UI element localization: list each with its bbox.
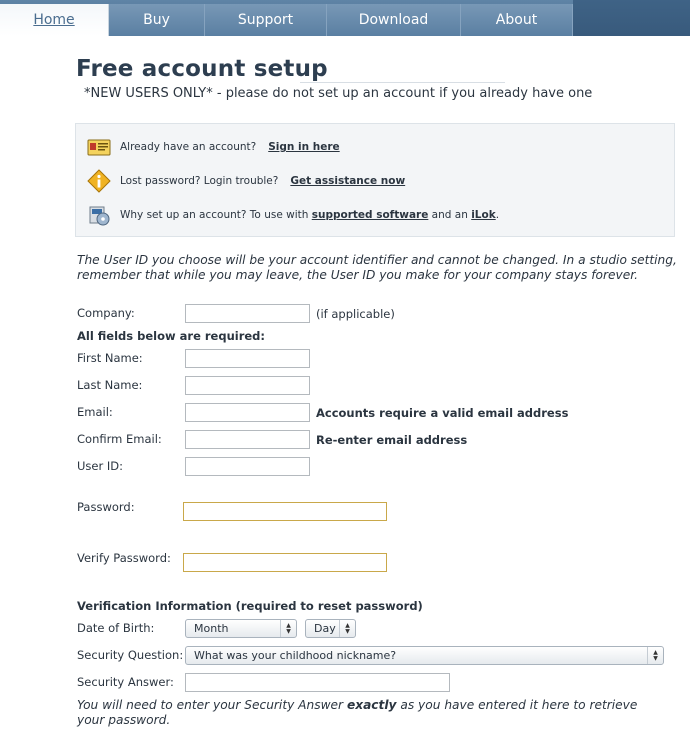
first-name-label: First Name: xyxy=(77,351,143,365)
sign-in-link[interactable]: Sign in here xyxy=(268,141,340,153)
note-text-end: as you have entered it here to retrieve your password. xyxy=(77,698,638,727)
why-text-mid: and an xyxy=(428,209,472,221)
company-input[interactable] xyxy=(185,304,310,323)
why-text-end: . xyxy=(495,209,500,221)
dob-month-value: Month xyxy=(194,622,229,635)
verify-password-input[interactable] xyxy=(183,553,387,572)
signin-row xyxy=(87,134,340,160)
tab-about[interactable]: About xyxy=(461,4,573,36)
tab-buy[interactable]: Buy xyxy=(109,4,205,36)
verification-heading: Verification Information (required to reset password) xyxy=(77,599,423,613)
account-info-box xyxy=(75,123,675,237)
get-assistance-link[interactable]: Get assistance now xyxy=(290,175,406,187)
email-hint: Accounts require a valid email address xyxy=(316,406,569,420)
user-id-label: User ID: xyxy=(77,459,123,473)
security-answer-note xyxy=(77,698,667,728)
confirm-email-label: Confirm Email: xyxy=(77,432,162,446)
help-row xyxy=(87,168,405,194)
dob-month-select[interactable] xyxy=(185,619,297,638)
why-text: Why set up an account? To use with xyxy=(120,209,312,221)
security-answer-input[interactable] xyxy=(185,673,450,692)
user-id-notice: The User ID you choose will be your account identifier and cannot be changed. In a studio setting, remember that while you may leave, the User ID you make for your company stays forever. xyxy=(77,253,677,282)
supported-software-link[interactable]: supported software xyxy=(311,209,429,221)
page-subtitle: *NEW USERS ONLY* - please do not set up an account if you already have one xyxy=(84,86,593,101)
required-heading: All fields below are required: xyxy=(77,329,266,343)
password-label: Password: xyxy=(77,500,135,514)
why-row xyxy=(87,202,499,228)
page-title: Free account setup xyxy=(76,56,328,82)
email-label: Email: xyxy=(77,405,113,419)
security-question-value: What was your childhood nickname? xyxy=(194,649,397,662)
dob-label: Date of Birth: xyxy=(77,621,155,635)
dob-day-value: Day xyxy=(314,622,336,635)
note-text: You will need to enter your Security Answer xyxy=(77,698,347,712)
id-card-icon xyxy=(87,135,111,159)
user-id-input[interactable] xyxy=(185,457,310,476)
last-name-label: Last Name: xyxy=(77,378,143,392)
password-input[interactable] xyxy=(183,502,387,521)
company-label: Company: xyxy=(77,306,135,320)
first-name-input[interactable] xyxy=(185,349,310,368)
verify-password-label: Verify Password: xyxy=(77,551,171,565)
select-arrows-icon: ▲ ▼ xyxy=(647,647,663,664)
tab-support[interactable]: Support xyxy=(205,4,327,36)
info-diamond-icon xyxy=(87,169,111,193)
confirm-email-input[interactable] xyxy=(185,430,310,449)
note-emphasis: exactly xyxy=(346,698,397,712)
security-answer-label: Security Answer: xyxy=(77,675,174,689)
select-arrows-icon: ▲ ▼ xyxy=(339,620,355,637)
ilok-link[interactable]: iLok xyxy=(471,209,496,221)
tab-home[interactable]: Home xyxy=(0,4,109,36)
nav-bar-filler xyxy=(573,0,690,36)
signin-text: Already have an account? xyxy=(120,141,257,153)
software-box-icon xyxy=(87,203,111,227)
title-underline xyxy=(300,82,505,83)
select-arrows-icon: ▲ ▼ xyxy=(280,620,296,637)
tab-download[interactable]: Download xyxy=(327,4,461,36)
confirm-email-hint: Re-enter email address xyxy=(316,433,468,447)
company-hint: (if applicable) xyxy=(316,307,395,321)
email-input[interactable] xyxy=(185,403,310,422)
dob-day-select[interactable] xyxy=(305,619,356,638)
help-text: Lost password? Login trouble? xyxy=(120,175,279,187)
last-name-input[interactable] xyxy=(185,376,310,395)
security-question-select[interactable] xyxy=(185,646,664,665)
security-question-label: Security Question: xyxy=(77,648,184,662)
